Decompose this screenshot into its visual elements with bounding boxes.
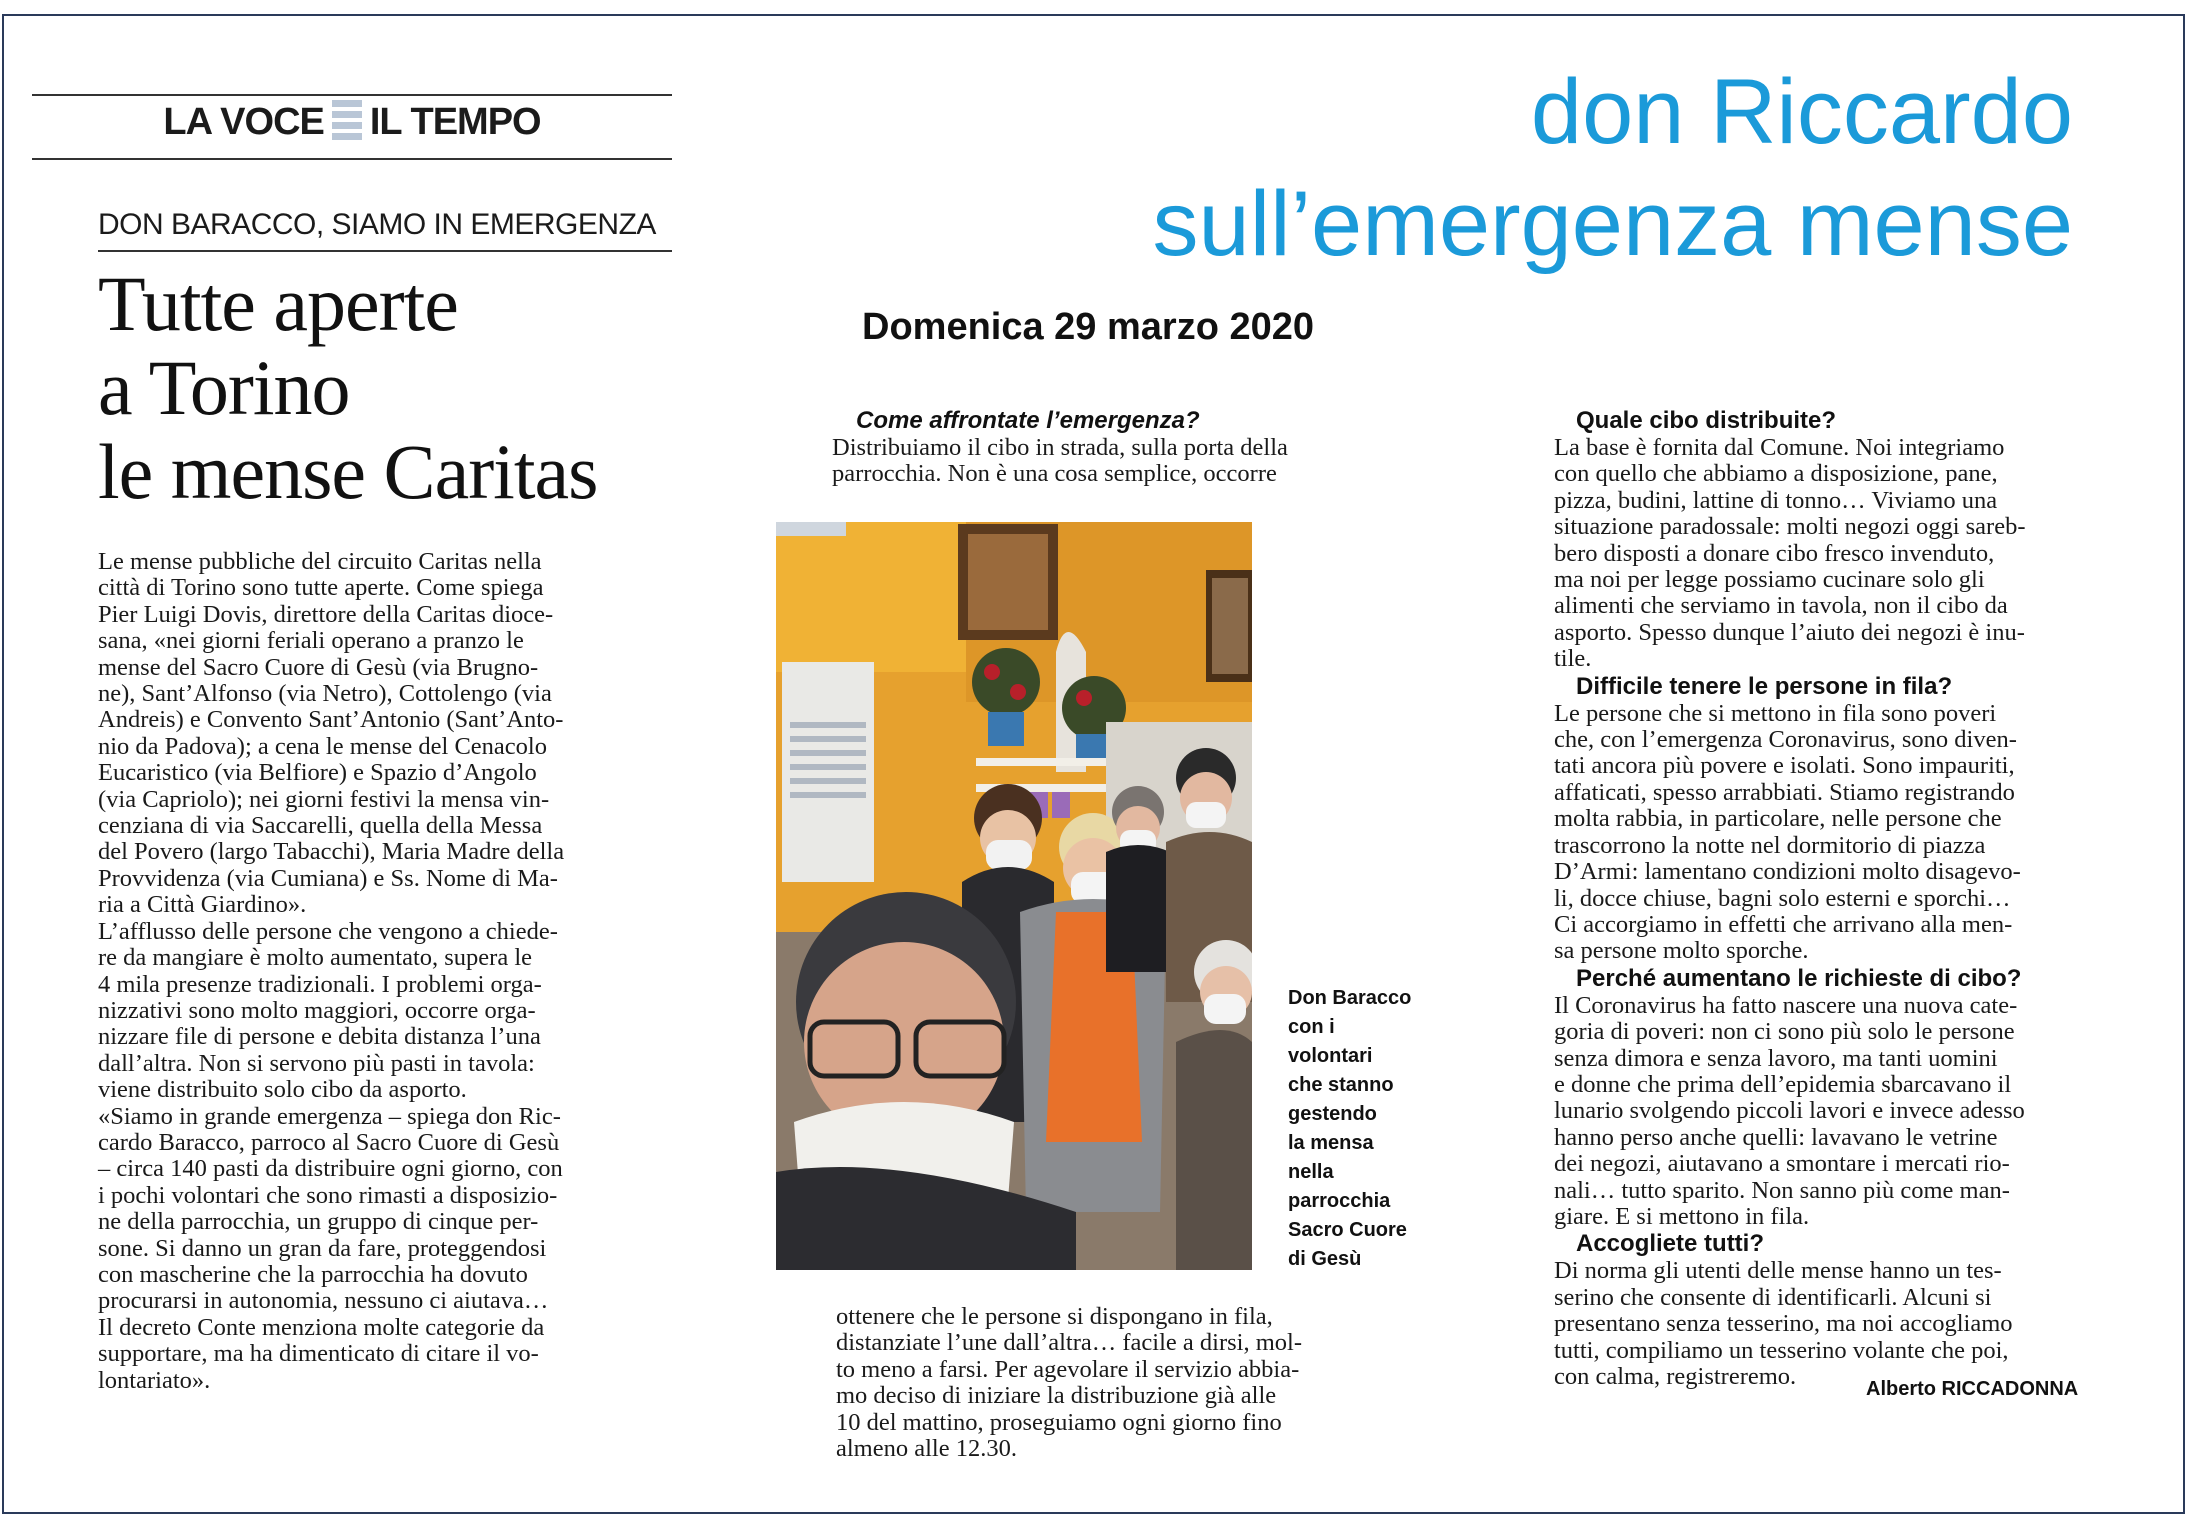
- text-line: hanno perso anche quelli: lavavano le vetrine: [1554, 1123, 1998, 1151]
- text-line: parrocchia. Non è una cosa semplice, occorre: [832, 460, 1277, 488]
- text-line: sone. Si danno un gran da fare, proteggendosi: [98, 1234, 547, 1262]
- caption-line: volontari: [1288, 1045, 1373, 1067]
- text-line: Distribuiamo il cibo in strada, sulla porta della: [832, 434, 1288, 461]
- text-line: pizza, budini, lattine di tonno… Viviamo una: [1554, 486, 1998, 514]
- question-heading: Accogliete tutti?: [1576, 1230, 1765, 1258]
- text-line: Ci accorgiamo in effetti che arrivano alla men-: [1554, 910, 2013, 938]
- caption-line: di Gesù: [1288, 1248, 1362, 1270]
- newspaper-masthead: [32, 100, 672, 144]
- masthead-left: LA VOCE: [163, 101, 324, 143]
- text-line: D’Armi: lamentano condizioni molto disagevo-: [1554, 858, 2021, 886]
- article-kicker: DON BARACCO, SIAMO IN EMERGENZA: [98, 208, 656, 241]
- text-line: senza dimora e senza lavoro, ma tanti uomini: [1554, 1044, 1998, 1072]
- text-line: 10 del mattino, proseguiamo ogni giorno fino: [836, 1408, 1282, 1436]
- volunteers-photo: [776, 522, 1252, 1270]
- middle-column-intro: [832, 407, 1452, 488]
- text-line: goria di poveri: non ci sono più solo le persone: [1554, 1018, 2015, 1046]
- caption-line: Don Baracco: [1288, 987, 1412, 1009]
- text-line: con mascherine che la parrocchia ha dovuto: [98, 1260, 528, 1288]
- text-line: ne), Sant’Alfonso (via Netro), Cottolengo (via: [98, 680, 552, 708]
- text-line: Il Coronavirus ha fatto nascere una nuova cate-: [1554, 991, 2018, 1019]
- text-line: to meno a farsi. Per agevolare il servizio abbia-: [836, 1355, 1300, 1383]
- text-line: nizzare file di persone e debita distanza l’una: [98, 1023, 541, 1051]
- headline-line: a Torino: [98, 344, 350, 431]
- kicker-rule: [98, 250, 672, 252]
- text-line: dall’altra. Non si servono più pasti in tavola:: [98, 1049, 535, 1077]
- caption-line: che stanno: [1288, 1074, 1394, 1096]
- text-line: dei negozi, aiutavano a smontare i mercati rio-: [1554, 1150, 2010, 1178]
- text-line: alimenti che serviamo in tavola, non il cibo da: [1554, 592, 2008, 620]
- masthead-rule-top: [32, 94, 672, 96]
- text-line: sana, «nei giorni feriali operano a pranzo le: [98, 627, 524, 655]
- text-line: Provvidenza (via Cumiana) e Ss. Nome di Ma-: [98, 864, 558, 892]
- text-line: ne della parrocchia, un gruppo di cinque per-: [98, 1208, 539, 1236]
- text-line: asporto. Spesso dunque l’aiuto dei negozi è inu-: [1554, 618, 2025, 646]
- caption-line: nella: [1288, 1161, 1334, 1183]
- text-line: tati ancora più povere e isolati. Sono impauriti,: [1554, 752, 2015, 780]
- title-line: sull’emergenza mense: [1152, 173, 2073, 275]
- text-line: e donne che prima dell’epidemia sbarcavano il: [1554, 1070, 2012, 1098]
- text-line: serino che consente di identificarli. Alcuni si: [1554, 1283, 1992, 1311]
- text-line: tile.: [1554, 645, 1592, 673]
- caption-line: Sacro Cuore: [1288, 1219, 1407, 1241]
- caption-line: con i: [1288, 1016, 1335, 1038]
- text-line: nizzativi sono molto maggiori, occorre orga-: [98, 996, 536, 1024]
- masthead-rule-bottom: [32, 158, 672, 160]
- text-line: Eucaristico (via Belfiore) e Spazio d’Angolo: [98, 759, 537, 787]
- text-line: del Povero (largo Tabacchi), Maria Madre della: [98, 838, 565, 866]
- caption-line: la mensa: [1288, 1132, 1374, 1154]
- text-line: lontariato».: [98, 1366, 211, 1394]
- text-line: Pier Luigi Dovis, direttore della Caritas dioce-: [98, 600, 554, 628]
- text-line: Le mense pubbliche del circuito Caritas nella: [98, 548, 542, 575]
- text-line: che, con l’emergenza Coronavirus, sono diven-: [1554, 726, 2017, 754]
- text-line: 4 mila presenze tradizionali. I problemi orga-: [98, 970, 542, 998]
- text-line: (via Capriolo); nei giorni festivi la mensa vin-: [98, 785, 550, 813]
- text-line: distanziate l’une dall’altra… facile a dirsi, mol-: [836, 1329, 1302, 1357]
- text-line: trascorrono la notte nel dormitorio di piazza: [1554, 831, 1986, 859]
- title-line: don Riccardo: [1530, 61, 2073, 163]
- answer-paragraph: [1554, 701, 2114, 965]
- masthead-right: IL TEMPO: [369, 101, 541, 143]
- question-heading: Difficile tenere le persone in fila?: [1576, 672, 1953, 700]
- article-headline: [98, 262, 738, 514]
- article-author: Alberto RICCADONNA: [1866, 1378, 2079, 1400]
- text-line: Le persone che si mettono in fila sono poveri: [1554, 699, 1997, 727]
- text-line: li, docce chiuse, bagni solo esterni e sporchi…: [1554, 884, 2011, 912]
- text-line: procurarsi in autonomia, nessuno ci aiutava…: [98, 1287, 549, 1315]
- caption-line: parrocchia: [1288, 1190, 1391, 1212]
- text-line: con quello che abbiamo a disposizione, pane,: [1554, 460, 1998, 488]
- text-line: Andreis) e Convento Sant’Antonio (Sant’Anto-: [98, 706, 564, 734]
- text-line: mo deciso di iniziare la distribuzione già alle: [836, 1382, 1277, 1410]
- text-line: Di norma gli utenti delle mense hanno un tes-: [1554, 1257, 2002, 1285]
- text-line: viene distribuito solo cibo da asporto.: [98, 1076, 467, 1104]
- text-line: tutti, compiliamo un tesserino volante che poi,: [1554, 1336, 2009, 1364]
- text-line: nio da Padova); a cena le mense del Cenacolo: [98, 732, 547, 760]
- text-line: cenziana di via Saccarelli, quella della Messa: [98, 812, 543, 840]
- text-line: i pochi volontari che sono rimasti a disposizio-: [98, 1181, 558, 1209]
- caption-line: gestendo: [1288, 1103, 1377, 1125]
- text-line: mense del Sacro Cuore di Gesù (via Brugno-: [98, 653, 539, 681]
- text-line: lunario svolgendo piccoli lavori e invece adesso: [1554, 1097, 2025, 1125]
- text-line: L’afflusso delle persone che vengono a chiede-: [98, 917, 558, 945]
- text-line: – circa 140 pasti da distribuire ogni giorno, con: [98, 1155, 563, 1183]
- text-line: con calma, registreremo.: [1554, 1363, 1797, 1390]
- text-line: ria a Città Giardino».: [98, 891, 307, 919]
- masthead-logo-mark: [332, 100, 362, 140]
- text-line: presentano senza tesserino, ma noi accogliamo: [1554, 1310, 2013, 1338]
- text-line: ottenere che le persone si dispongano in fila,: [836, 1303, 1273, 1330]
- text-line: supportare, ma ha dimenticato di citare il vo-: [98, 1340, 539, 1368]
- text-line: cardo Baracco, parroco al Sacro Cuore di Gesù: [98, 1128, 560, 1156]
- middle-intro-text: [832, 435, 1452, 488]
- headline-line: Tutte aperte: [98, 260, 458, 347]
- text-line: sa persone molto sporche.: [1554, 937, 1809, 965]
- text-line: città di Torino sono tutte aperte. Come spiega: [98, 574, 544, 602]
- question-heading: Perché aumentano le richieste di cibo?: [1576, 964, 2022, 992]
- text-line: giare. E si mettono in fila.: [1554, 1202, 1810, 1230]
- photo-illustration: [776, 522, 1252, 1270]
- photo-caption: [1288, 984, 1438, 1274]
- answer-paragraph: [1554, 435, 2114, 673]
- headline-line: le mense Caritas: [98, 428, 598, 515]
- question-heading: Quale cibo distribuite?: [1576, 407, 1837, 434]
- text-line: La base è fornita dal Comune. Noi integriamo: [1554, 434, 2005, 461]
- answer-paragraph: [1554, 993, 2114, 1231]
- text-line: affaticati, spesso arrabbiati. Stiamo registrando: [1554, 778, 2015, 806]
- right-column-text: [1554, 407, 2114, 1390]
- text-line: ma noi per legge possiamo cucinare solo gli: [1554, 566, 1985, 594]
- text-line: Il decreto Conte menziona molte categorie da: [98, 1313, 545, 1341]
- answer-paragraph: [1554, 1258, 2114, 1390]
- text-line: almeno alle 12.30.: [836, 1435, 1017, 1463]
- text-line: «Siamo in grande emergenza – spiega don Ric-: [98, 1102, 561, 1130]
- text-line: bero disposti a donare cibo fresco invenduto,: [1554, 539, 1995, 567]
- publication-date: Domenica 29 marzo 2020: [862, 306, 1315, 348]
- middle-column-continuation: [836, 1304, 1456, 1462]
- text-line: molta rabbia, in particolare, nelle persone che: [1554, 805, 2002, 833]
- text-line: re da mangiare è molto aumentato, supera le: [98, 944, 533, 972]
- question-heading: Come affrontate l’emergenza?: [856, 407, 1200, 434]
- text-line: situazione paradossale: molti negozi oggi sareb-: [1554, 513, 2026, 541]
- text-line: nali… tutto sparito. Non sanno più come man-: [1554, 1176, 2010, 1204]
- left-column-text: [98, 549, 698, 1394]
- page-title: [1153, 56, 2073, 280]
